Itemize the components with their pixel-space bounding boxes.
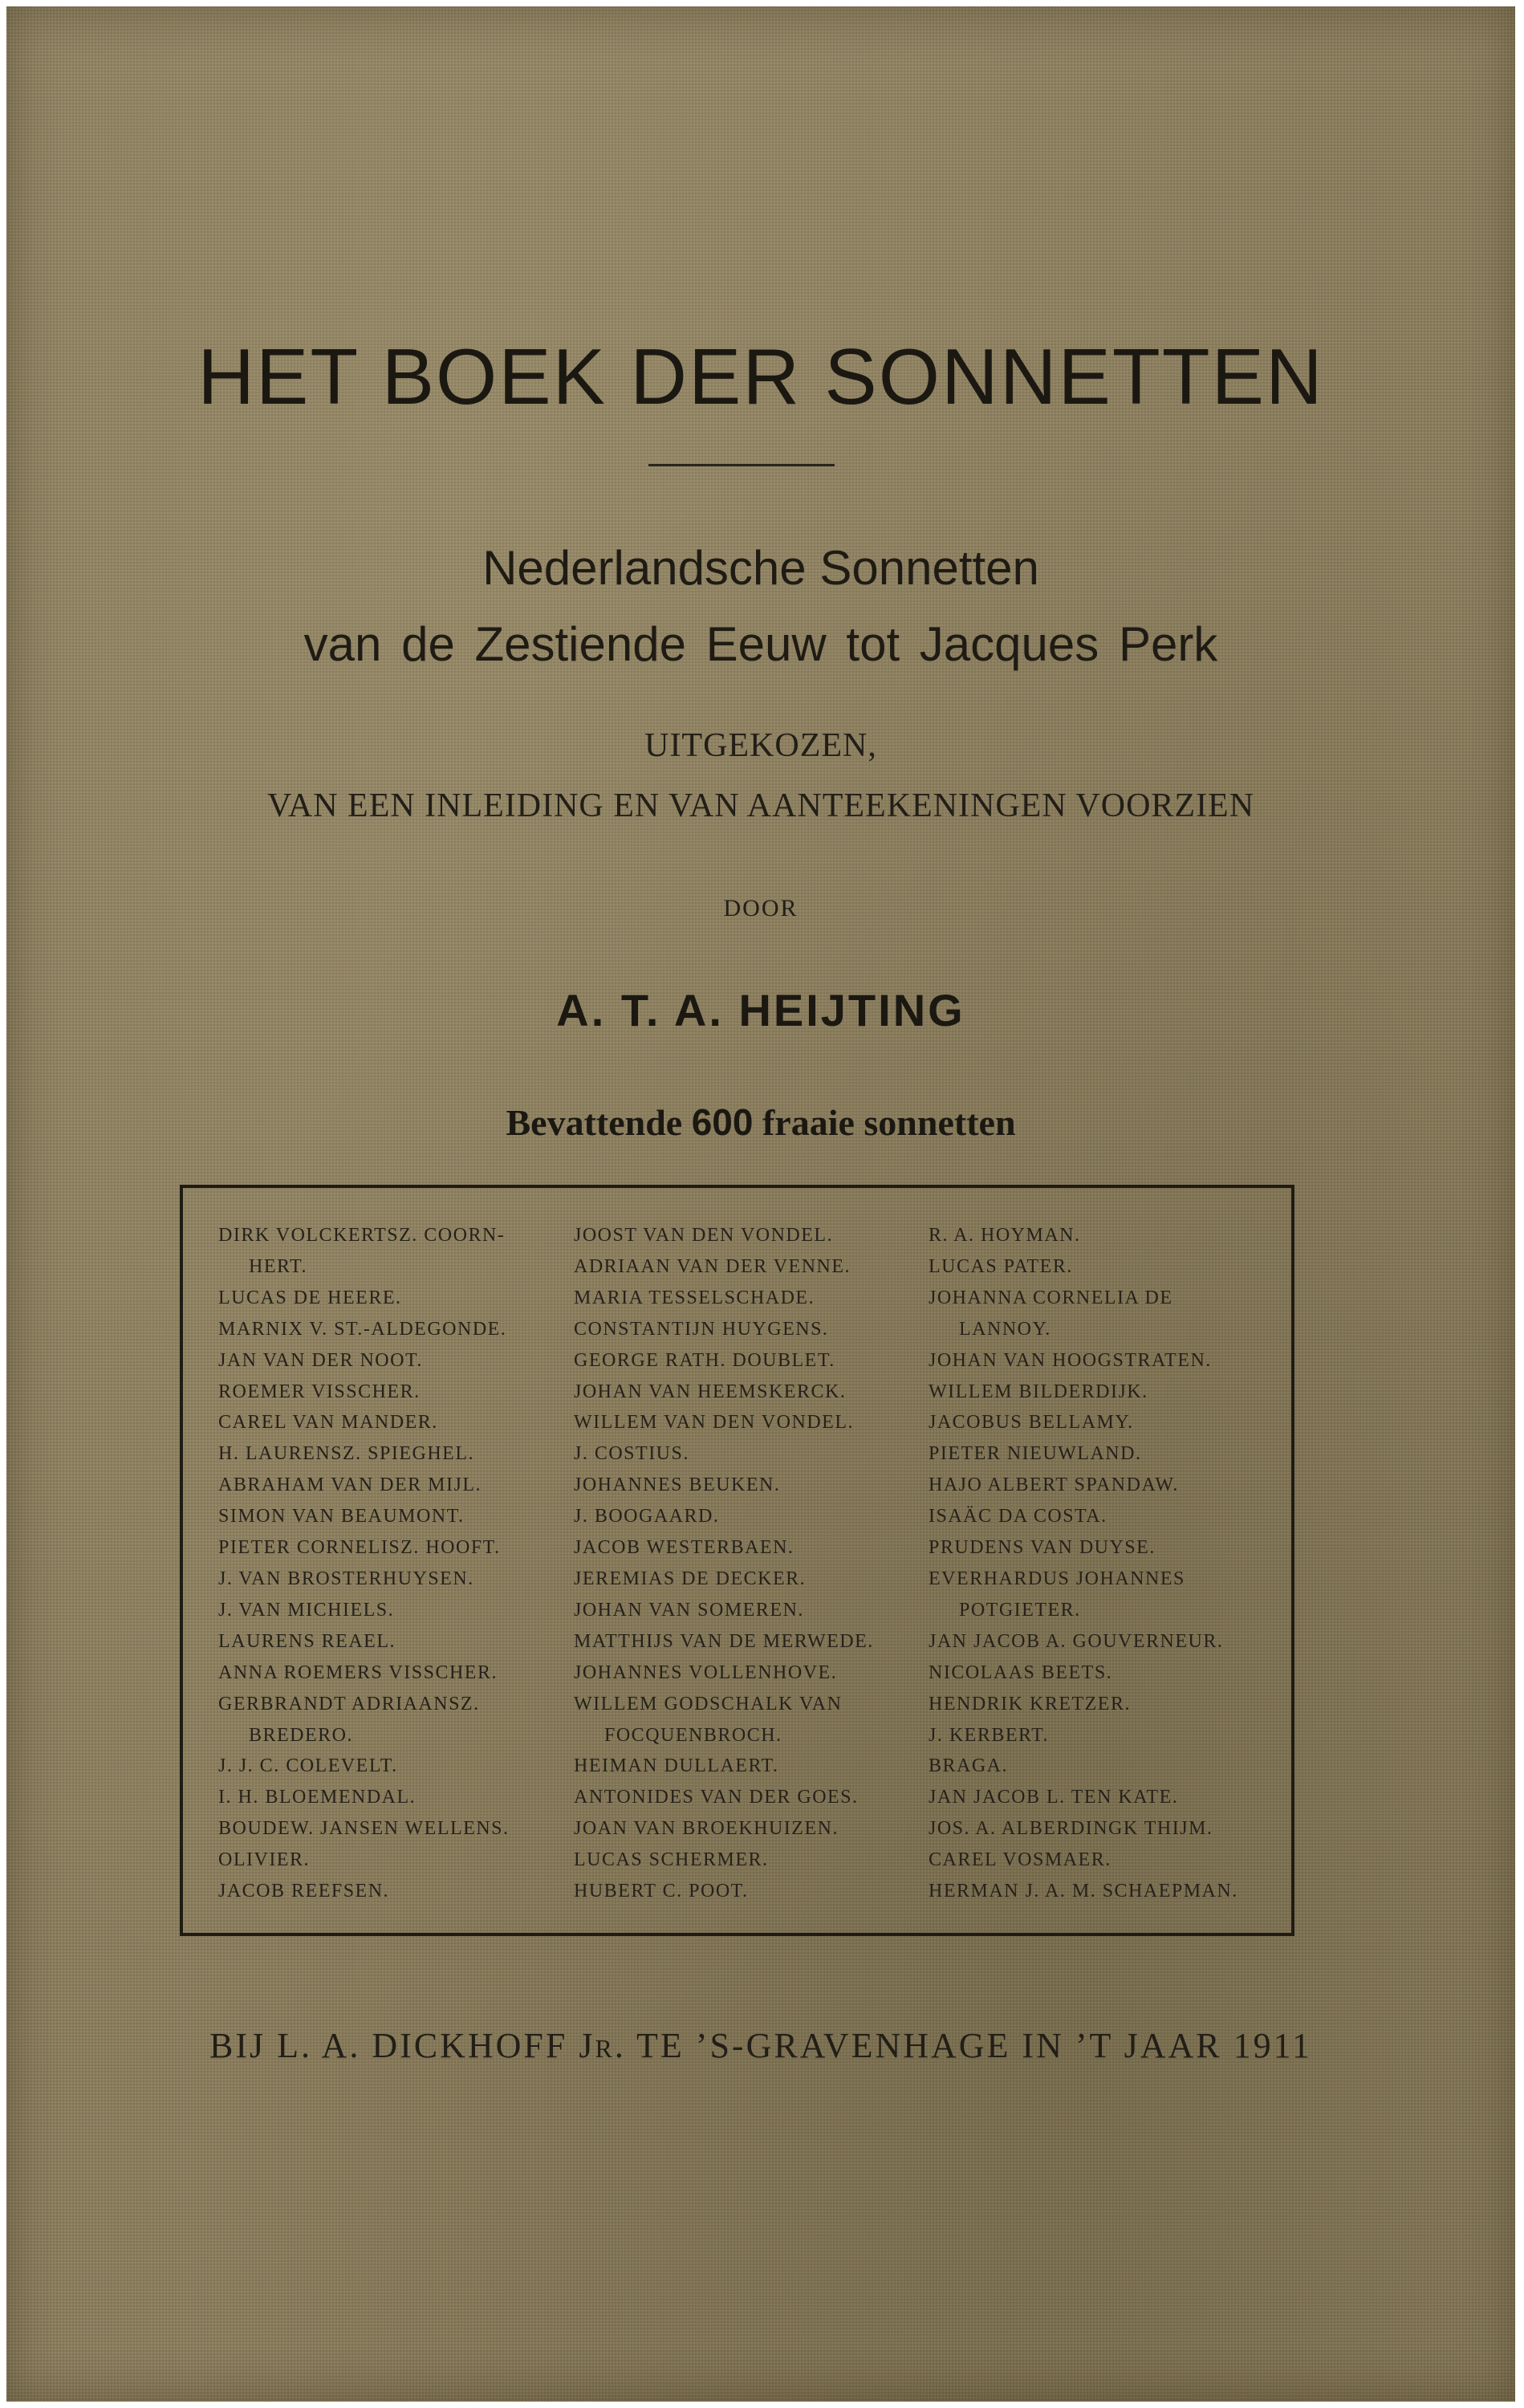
poet-name-line: GEORGE RATH. DOUBLET.	[574, 1349, 835, 1371]
poet-name-line: ISAÄC DA COSTA.	[929, 1506, 1107, 1527]
poet-name-line: R. A. HOYMAN.	[929, 1225, 1081, 1246]
poet-name	[218, 1845, 549, 1876]
poet-name	[929, 1720, 1275, 1751]
poet-name	[574, 1813, 911, 1845]
poet-name-continuation: HERT.	[249, 1255, 307, 1277]
poet-name	[929, 1438, 1275, 1470]
poet-name-line: JACOB REEFSEN.	[218, 1881, 390, 1902]
poet-name-line: HENDRIK KRETZER.	[929, 1693, 1131, 1714]
poet-name-line: JOOST VAN DEN VONDEL.	[574, 1225, 834, 1246]
poet-name	[218, 1283, 549, 1314]
title-divider	[648, 464, 835, 466]
sonnet-count: 600	[691, 1101, 754, 1143]
poet-name	[218, 1438, 549, 1470]
poet-name-line: WILLEM VAN DEN VONDEL.	[574, 1412, 854, 1434]
poet-name	[574, 1876, 911, 1907]
poet-column-3	[929, 1220, 1275, 1907]
poet-name-continuation: FOCQUENBROCH.	[604, 1724, 782, 1746]
poet-name	[218, 1220, 549, 1283]
poet-name	[574, 1845, 911, 1876]
poet-name	[929, 1470, 1275, 1501]
poet-name	[218, 1564, 549, 1595]
poet-name-line: JOHAN VAN SOMEREN.	[574, 1599, 804, 1621]
poet-name	[574, 1782, 911, 1813]
poet-name-line: LAURENS REAEL.	[218, 1630, 396, 1652]
poet-column-2	[574, 1220, 911, 1907]
poet-name-line: MARNIX V. ST.-ALDEGONDE.	[218, 1318, 507, 1340]
poet-name-line: JAN VAN DER NOOT.	[218, 1349, 423, 1371]
poet-name-line: PIETER NIEUWLAND.	[929, 1443, 1142, 1465]
poet-name	[574, 1251, 911, 1283]
contents-note	[6, 1100, 1515, 1144]
poet-name	[929, 1220, 1275, 1251]
imprint-small-caps: R	[595, 2034, 615, 2063]
poet-name	[929, 1845, 1275, 1876]
poet-list-box	[180, 1185, 1294, 1936]
poet-name	[929, 1689, 1275, 1720]
poet-name	[574, 1407, 911, 1438]
poet-name-line: JOHAN VAN HEEMSKERCK.	[574, 1381, 847, 1402]
poet-name	[218, 1377, 549, 1408]
poet-name	[574, 1283, 911, 1314]
poet-name	[218, 1345, 549, 1377]
poet-name	[218, 1658, 549, 1689]
poet-name	[218, 1689, 549, 1751]
poet-name-line: J. VAN MICHIELS.	[218, 1599, 395, 1621]
poet-name	[929, 1658, 1275, 1689]
poet-name-line: J. COSTIUS.	[574, 1443, 689, 1465]
poet-name	[929, 1407, 1275, 1438]
poet-name-line: ROEMER VISSCHER.	[218, 1381, 421, 1402]
poet-name	[218, 1876, 549, 1907]
poet-name-line: JACOBUS BELLAMY.	[929, 1412, 1134, 1434]
poet-name	[574, 1689, 911, 1751]
selected-text: UITGEKOZEN,	[644, 727, 877, 764]
poet-name-line: JOHANNES BEUKEN.	[574, 1474, 781, 1496]
poet-column-1	[218, 1220, 549, 1907]
poet-name	[929, 1501, 1275, 1532]
poet-name-line: BOUDEW. JANSEN WELLENS.	[218, 1818, 510, 1840]
poet-name	[929, 1251, 1275, 1283]
poet-name-line: JAN JACOB A. GOUVERNEUR.	[929, 1630, 1224, 1652]
poet-name-line: J. VAN BROSTERHUYSEN.	[218, 1568, 474, 1589]
poet-name	[574, 1345, 911, 1377]
poet-name	[574, 1377, 911, 1408]
author-name: A. T. A. HEIJTING	[556, 985, 965, 1035]
poet-name-line: HAJO ALBERT SPANDAW.	[929, 1474, 1179, 1496]
subtitle-line-2: van de Zestiende Eeuw tot Jacques Perk	[303, 617, 1218, 671]
contents-suffix: fraaie sonnetten	[762, 1102, 1016, 1143]
poet-name-line: HEIMAN DULLAERT.	[574, 1755, 779, 1777]
poet-name-line: LUCAS SCHERMER.	[574, 1849, 769, 1871]
poet-name-line: WILLEM BILDERDIJK.	[929, 1381, 1148, 1402]
poet-name	[218, 1407, 549, 1438]
poet-name-line: H. LAURENSZ. SPIEGHEL.	[218, 1443, 474, 1465]
poet-name-line: CAREL VAN MANDER.	[218, 1412, 438, 1434]
poet-name-line: J. KERBERT.	[929, 1724, 1049, 1746]
poet-name	[574, 1220, 911, 1251]
poet-name-line: I. H. BLOEMENDAL.	[218, 1787, 417, 1808]
poet-name	[218, 1626, 549, 1658]
poet-name-continuation: BREDERO.	[249, 1724, 354, 1746]
poet-name-line: ANTONIDES VAN DER GOES.	[574, 1787, 859, 1808]
poet-name	[929, 1876, 1275, 1907]
poet-name-line: ANNA ROEMERS VISSCHER.	[218, 1662, 498, 1683]
poet-name	[929, 1377, 1275, 1408]
poet-name-line: LUCAS PATER.	[929, 1255, 1073, 1277]
book-cover	[6, 6, 1515, 2402]
poet-name	[574, 1532, 911, 1564]
poet-name	[218, 1501, 549, 1532]
book-title: HET BOEK DER SONNETTEN	[197, 332, 1324, 421]
poet-name-line: JOHANNA CORNELIA DE	[929, 1287, 1173, 1308]
poet-name-line: HUBERT C. POOT.	[574, 1881, 749, 1902]
poet-name-line: BRAGA.	[929, 1755, 1009, 1777]
poet-name-line: HERMAN J. A. M. SCHAEPMAN.	[929, 1881, 1238, 1902]
poet-name-line: ADRIAAN VAN DER VENNE.	[574, 1255, 851, 1277]
poet-name-continuation: LANNOY.	[959, 1318, 1051, 1340]
poet-name-line: JAN JACOB L. TEN KATE.	[929, 1787, 1179, 1808]
poet-name	[929, 1283, 1275, 1345]
poet-name-line: CAREL VOSMAER.	[929, 1849, 1112, 1871]
poet-name	[574, 1564, 911, 1595]
poet-name-line: JOAN VAN BROEKHUIZEN.	[574, 1818, 839, 1840]
poet-name-line: J. BOOGAARD.	[574, 1506, 720, 1527]
poet-name	[929, 1751, 1275, 1782]
poet-name	[929, 1813, 1275, 1845]
poet-name-line: ABRAHAM VAN DER MIJL.	[218, 1474, 482, 1496]
poet-name	[218, 1595, 549, 1626]
provided-text: VAN EEN INLEIDING EN VAN AANTEEKENINGEN VOORZIEN	[266, 787, 1255, 824]
poet-name	[929, 1532, 1275, 1564]
poet-name	[929, 1782, 1275, 1813]
poet-name	[218, 1782, 549, 1813]
poet-name-line: DIRK VOLCKERTSZ. COORN-	[218, 1225, 506, 1246]
poet-name	[929, 1345, 1275, 1377]
poet-name-line: MATTHIJS VAN DE MERWEDE.	[574, 1630, 874, 1652]
poet-name-line: GERBRANDT ADRIAANSZ.	[218, 1693, 480, 1714]
poet-name	[218, 1532, 549, 1564]
poet-name	[574, 1314, 911, 1345]
poet-name-line: WILLEM GODSCHALK VAN	[574, 1693, 843, 1714]
poet-name-line: MARIA TESSELSCHADE.	[574, 1287, 815, 1308]
poet-name	[929, 1626, 1275, 1658]
poet-name	[929, 1564, 1275, 1626]
poet-name-line: SIMON VAN BEAUMONT.	[218, 1506, 465, 1527]
poet-name-line: JOS. A. ALBERDINGK THIJM.	[929, 1818, 1213, 1840]
poet-name-line: OLIVIER.	[218, 1849, 310, 1871]
poet-name-line: JOHANNES VOLLENHOVE.	[574, 1662, 838, 1683]
poet-name	[218, 1314, 549, 1345]
poet-name-line: EVERHARDUS JOHANNES	[929, 1568, 1185, 1589]
subtitle-line-1: Nederlandsche Sonnetten	[482, 541, 1039, 595]
contents-prefix: Bevattende	[506, 1102, 683, 1143]
poet-name	[218, 1470, 549, 1501]
by-text: DOOR	[723, 895, 799, 921]
poet-name	[574, 1658, 911, 1689]
poet-name-line: LUCAS DE HEERE.	[218, 1287, 402, 1308]
poet-name	[574, 1501, 911, 1532]
poet-name-line: PRUDENS VAN DUYSE.	[929, 1537, 1156, 1559]
imprint-part-1: BIJ L. A. DICKHOFF J	[209, 2026, 595, 2065]
poet-name	[574, 1438, 911, 1470]
poet-name	[574, 1751, 911, 1782]
poet-name-line: JOHAN VAN HOOGSTRATEN.	[929, 1349, 1212, 1371]
poet-name-line: J. J. C. COLEVELT.	[218, 1755, 398, 1777]
poet-name	[574, 1470, 911, 1501]
poet-name-line: JEREMIAS DE DECKER.	[574, 1568, 807, 1589]
poet-name-continuation: POTGIETER.	[959, 1599, 1081, 1621]
poet-name-line: JACOB WESTERBAEN.	[574, 1537, 795, 1559]
poet-name-line: NICOLAAS BEETS.	[929, 1662, 1113, 1683]
poet-name	[574, 1595, 911, 1626]
poet-name	[574, 1626, 911, 1658]
imprint-part-2: . TE ’S-GRAVENHAGE IN ’T JAAR 1911	[614, 2026, 1312, 2065]
poet-name	[218, 1751, 549, 1782]
poet-name	[218, 1813, 549, 1845]
poet-name-line: PIETER CORNELISZ. HOOFT.	[218, 1537, 501, 1559]
poet-name-line: CONSTANTIJN HUYGENS.	[574, 1318, 829, 1340]
publisher-imprint	[6, 2025, 1515, 2066]
